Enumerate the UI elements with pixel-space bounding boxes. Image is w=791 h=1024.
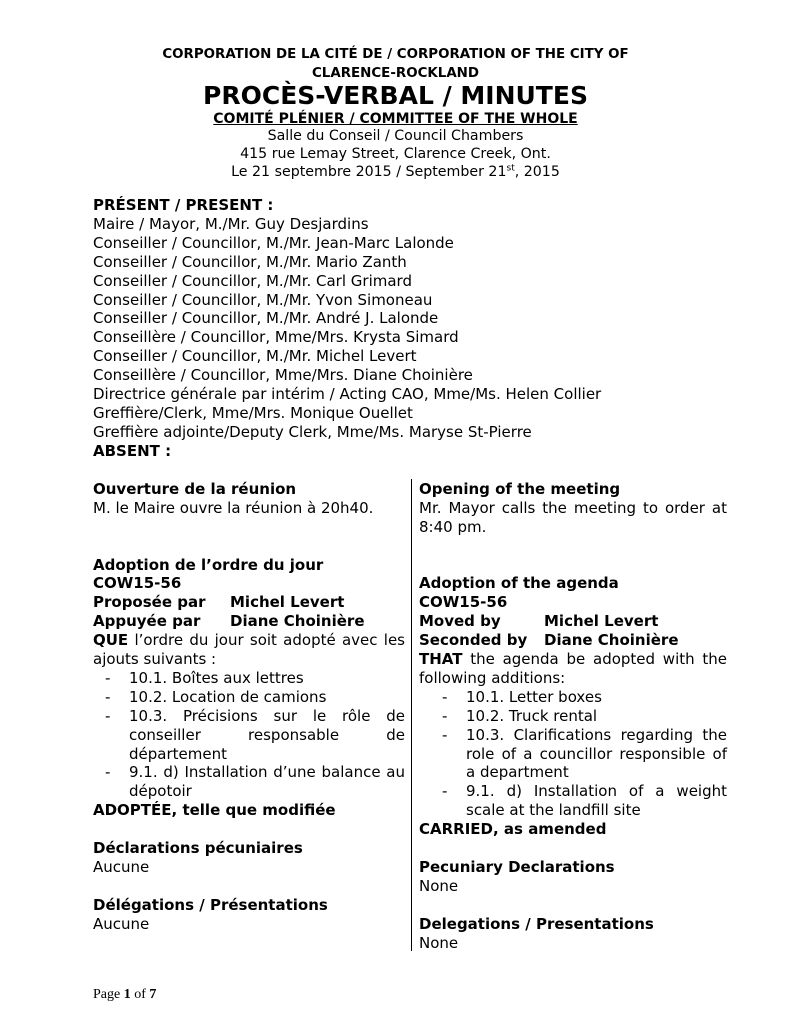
delegations-text-en: None xyxy=(419,933,459,952)
meeting-date xyxy=(0,163,791,181)
moved-label-fr: Proposée par xyxy=(93,593,206,612)
agenda-addition-en: 9.1. d) Installation of a weight scale at the landfill site xyxy=(466,782,727,820)
attendee: Maire / Mayor, M./Mr. Guy Desjardins xyxy=(93,214,369,233)
seconded-by-en xyxy=(419,631,727,650)
page-label: Page xyxy=(93,987,121,1002)
corporation-line-2: CLARENCE-ROCKLAND xyxy=(311,66,480,81)
opening-heading-en: Opening of the meeting xyxy=(419,480,621,498)
agenda-addition-fr: 10.1. Boîtes aux lettres xyxy=(129,668,304,687)
attendance-section xyxy=(93,196,693,461)
seconded-name-en: Diane Choinière xyxy=(544,631,679,650)
date-superscript: st xyxy=(506,163,515,174)
moved-by-en xyxy=(419,612,727,631)
resolution-text-fr xyxy=(93,631,405,669)
list-item: - 9.1. d) Installation of a weight scale at the landfill site xyxy=(442,782,727,820)
french-column xyxy=(93,480,405,934)
column-divider xyxy=(411,479,412,951)
opening-text-fr: M. le Maire ouvre la réunion à 20h40. xyxy=(93,498,374,517)
seconded-name-fr: Diane Choinière xyxy=(230,612,365,631)
seconded-label-en: Seconded by xyxy=(419,631,528,650)
pecuniary-heading-fr: Déclarations pécuniaires xyxy=(93,839,303,858)
agenda-addition-en: 10.2. Truck rental xyxy=(466,706,598,725)
agenda-addition-en: 10.1. Letter boxes xyxy=(466,687,602,706)
seconded-by-fr xyxy=(93,612,405,631)
list-item: - 10.1. Boîtes aux lettres xyxy=(93,669,405,688)
pecuniary-text-fr: Aucune xyxy=(93,857,150,876)
absent-heading: ABSENT : xyxy=(93,441,172,460)
corporation-header xyxy=(0,45,791,83)
attendee: Greffière/Clerk, Mme/Mrs. Monique Ouellet xyxy=(93,403,413,422)
moved-name-fr: Michel Levert xyxy=(230,593,345,612)
meeting-venue-block xyxy=(0,127,791,181)
delegations-heading-en: Delegations / Presentations xyxy=(419,914,654,933)
attendee: Conseiller / Councillor, M./Mr. Carl Grimard xyxy=(93,271,412,290)
agenda-addition-fr: 9.1. d) Installation d’une balance au dépotoir xyxy=(129,763,405,801)
attendee: Conseiller / Councillor, M./Mr. André J. Lalonde xyxy=(93,309,439,328)
page-number xyxy=(93,987,156,1003)
present-heading: PRÉSENT / PRESENT : xyxy=(93,196,274,214)
attendee: Conseillère / Councillor, Mme/Mrs. Diane Choinière xyxy=(93,366,473,385)
attendee: Conseiller / Councillor, M./Mr. Mario Zanth xyxy=(93,252,407,271)
moved-by-fr xyxy=(93,593,405,612)
moved-name-en: Michel Levert xyxy=(544,612,659,631)
attendee: Directrice générale par intérim / Acting CAO, Mme/Ms. Helen Collier xyxy=(93,385,602,404)
list-item: - 10.3. Précisions sur le rôle de conseiller responsable de département xyxy=(105,706,405,763)
that-text-fr: l’ordre du jour soit adopté avec les ajouts suivants : xyxy=(93,631,405,669)
list-item: - 9.1. d) Installation d’une balance au dépotoir xyxy=(105,763,405,801)
that-word-fr: QUE xyxy=(93,631,129,650)
agenda-addition-fr: 10.2. Location de camions xyxy=(129,687,327,706)
resolution-text-en xyxy=(419,650,727,688)
resolution-number-en: COW15-56 xyxy=(419,593,508,612)
venue-address: 415 rue Lemay Street, Clarence Creek, Ont. xyxy=(240,146,551,162)
opening-heading-fr: Ouverture de la réunion xyxy=(93,480,297,498)
page-title: PROCÈS-VERBAL / MINUTES xyxy=(203,81,588,110)
that-text-en: the agenda be adopted with the following additions: xyxy=(419,650,727,687)
attendee: Conseiller / Councillor, M./Mr. Yvon Simoneau xyxy=(93,290,433,309)
page-total: 7 xyxy=(149,987,157,1002)
result-en: CARRIED, as amended xyxy=(419,820,607,839)
list-item: - 10.1. Letter boxes xyxy=(419,688,727,707)
agenda-heading-fr: Adoption de l’ordre du jour xyxy=(93,555,324,574)
list-item: - 10.3. Clarifications regarding the role of a councillor responsible of a department xyxy=(442,725,727,782)
page-of: of xyxy=(134,987,146,1002)
page-current: 1 xyxy=(123,987,131,1002)
attendee: Greffière adjointe/Deputy Clerk, Mme/Ms. Maryse St-Pierre xyxy=(93,422,532,441)
pecuniary-text-en: None xyxy=(419,876,459,895)
attendee: Conseiller / Councillor, M./Mr. Michel Levert xyxy=(93,347,417,366)
opening-text-en: Mr. Mayor calls the meeting to order at 8:40 pm. xyxy=(419,498,727,536)
seconded-label-fr: Appuyée par xyxy=(93,612,201,631)
pecuniary-heading-en: Pecuniary Declarations xyxy=(419,857,615,876)
resolution-number-fr: COW15-56 xyxy=(93,574,182,593)
agenda-heading-en: Adoption of the agenda xyxy=(419,574,619,593)
list-item: - 10.2. Truck rental xyxy=(419,707,727,726)
venue-name: Salle du Conseil / Council Chambers xyxy=(267,128,524,144)
date-prefix: Le 21 septembre 2015 / September 21 xyxy=(231,164,507,180)
date-suffix: , 2015 xyxy=(514,164,560,180)
that-word-en: THAT xyxy=(419,650,463,669)
corporation-line-1: CORPORATION DE LA CITÉ DE / CORPORATION OF THE CITY OF xyxy=(162,47,629,62)
english-column xyxy=(419,480,727,952)
agenda-addition-en: 10.3. Clarifications regarding the role of a councillor responsible of a department xyxy=(466,725,727,782)
agenda-addition-fr: 10.3. Précisions sur le rôle de conseiller responsable de département xyxy=(129,706,405,763)
list-item: - 10.2. Location de camions xyxy=(93,688,405,707)
attendee: Conseiller / Councillor, M./Mr. Jean-Marc Lalonde xyxy=(93,233,454,252)
delegations-heading-fr: Délégations / Présentations xyxy=(93,895,328,914)
attendee: Conseillère / Councillor, Mme/Mrs. Krysta Simard xyxy=(93,328,459,347)
moved-label-en: Moved by xyxy=(419,612,501,631)
delegations-text-fr: Aucune xyxy=(93,914,150,933)
committee-name: COMITÉ PLÉNIER / COMMITTEE OF THE WHOLE xyxy=(213,111,578,127)
result-fr: ADOPTÉE, telle que modifiée xyxy=(93,801,336,820)
